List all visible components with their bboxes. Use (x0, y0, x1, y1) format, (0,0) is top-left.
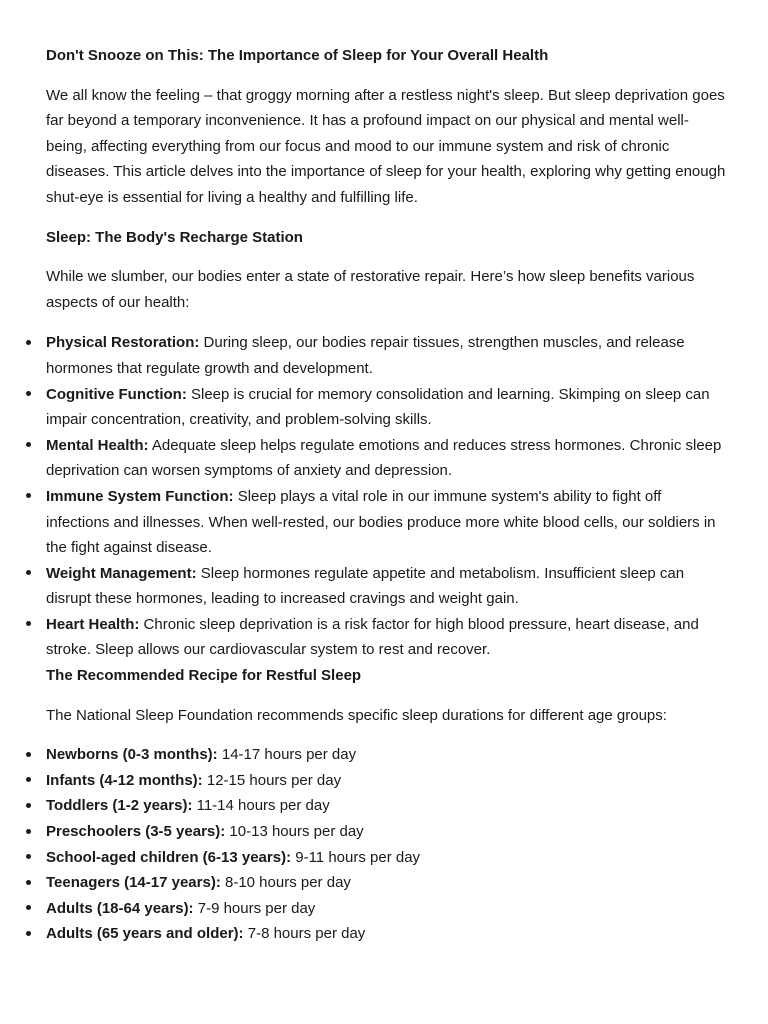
list-item-text: 10-13 hours per day (225, 823, 364, 841)
section-intro-recharge: While we slumber, our bodies enter a state of restorative repair. Here’s how sleep benefits various aspects of our health: (46, 268, 695, 311)
list-item-label: Preschoolers (3-5 years): (46, 823, 226, 841)
list-item-label: Mental Health: (46, 436, 149, 454)
bullet-icon (23, 819, 33, 845)
list-item (46, 612, 728, 663)
bullet-icon (23, 742, 33, 768)
list-item-text: Adequate sleep helps regulate emotions and reduces stress hormones. Chronic sleep deprivation can worsen symptoms of anxiety and depression. (46, 436, 722, 480)
list-item-text: Sleep is crucial for memory consolidation and learning. Skimping on sleep can impair concentration, creativity, and problem-solving skills. (46, 385, 710, 429)
section-heading-recipe: The Recommended Recipe for Restful Sleep (46, 667, 362, 685)
list-item (46, 845, 728, 871)
list-item-label: School-aged children (6-13 years): (46, 848, 292, 866)
list-item-text: During sleep, our bodies repair tissues, strengthen muscles, and release hormones that regulate growth and development. (46, 334, 685, 377)
bullet-icon (23, 896, 33, 922)
list-item-label: Heart Health: (46, 615, 140, 633)
list-item-label: Physical Restoration: (46, 334, 200, 352)
list-item-label: Infants (4-12 months): (46, 771, 203, 789)
bullet-icon (23, 612, 33, 638)
list-item-label: Toddlers (1-2 years): (46, 797, 193, 815)
list-item-text: 8-10 hours per day (220, 874, 351, 892)
bullet-icon (23, 330, 33, 356)
list-item-text: 14-17 hours per day (217, 746, 357, 764)
list-item-text: Sleep plays a vital role in our immune system's ability to fight off infections and illnesses. When well-rested, our bodies produce more white blood cells, our soldiers in the fight against disease. (46, 487, 716, 557)
list-item-label: Adults (65 years and older): (46, 925, 244, 943)
benefits-list (46, 330, 728, 663)
list-item-text: 7-9 hours per day (193, 899, 316, 917)
list-item-label: Adults (18-64 years): (46, 899, 194, 917)
bullet-icon (23, 382, 33, 408)
bullet-icon (23, 793, 33, 819)
list-item (46, 742, 728, 768)
bullet-icon (23, 768, 33, 794)
list-item-label: Teenagers (14-17 years): (46, 874, 221, 892)
list-item (46, 870, 728, 896)
list-item-text: 7-8 hours per day (243, 925, 366, 943)
intro-paragraph: We all know the feeling – that groggy morning after a restless night's sleep. But sleep deprivation goes far beyond a temporary inconvenience. It has a profound impact on our physical and mental well-being, affecting everything from our focus and mood to our immune system and risk of chronic diseases. This article delves into the importance of sleep for your health, exploring why getting enough shut-eye is essential for living a healthy and fulfilling life. (46, 86, 726, 206)
bullet-icon (23, 870, 33, 896)
list-item-label: Newborns (0-3 months): (46, 746, 218, 764)
list-item (46, 896, 728, 922)
section-heading-recharge: Sleep: The Body's Recharge Station (46, 228, 303, 246)
list-item (46, 921, 728, 947)
list-item-text: Chronic sleep deprivation is a risk factor for high blood pressure, heart disease, and stroke. Sleep allows our cardiovascular system to rest and recover. (46, 615, 699, 659)
section-intro-recipe: The National Sleep Foundation recommends specific sleep durations for different age groups: (46, 706, 667, 724)
list-item (46, 768, 728, 794)
article-title: Don't Snooze on This: The Importance of Sleep for Your Overall Health (46, 47, 549, 64)
list-item-label: Cognitive Function: (46, 385, 187, 403)
list-item-label: Immune System Function: (46, 487, 234, 505)
bullet-icon (23, 561, 33, 587)
list-item-text: Sleep hormones regulate appetite and metabolism. Insufficient sleep can disrupt these hormones, leading to increased cravings and weight gain. (46, 564, 685, 608)
list-item-text: 12-15 hours per day (202, 771, 342, 789)
list-item-text: 9-11 hours per day (291, 848, 421, 866)
bullet-icon (23, 921, 33, 947)
list-item (46, 793, 728, 819)
list-item (46, 561, 728, 612)
list-item (46, 330, 728, 381)
list-item (46, 382, 728, 433)
bullet-icon (23, 484, 33, 510)
list-item-text: 11-14 hours per day (192, 797, 330, 815)
list-item-label: Weight Management: (46, 564, 197, 582)
list-item (46, 484, 728, 561)
list-item (46, 433, 728, 484)
sleep-durations-list (46, 742, 728, 947)
list-item (46, 819, 728, 845)
bullet-icon (23, 433, 33, 459)
bullet-icon (23, 845, 33, 871)
